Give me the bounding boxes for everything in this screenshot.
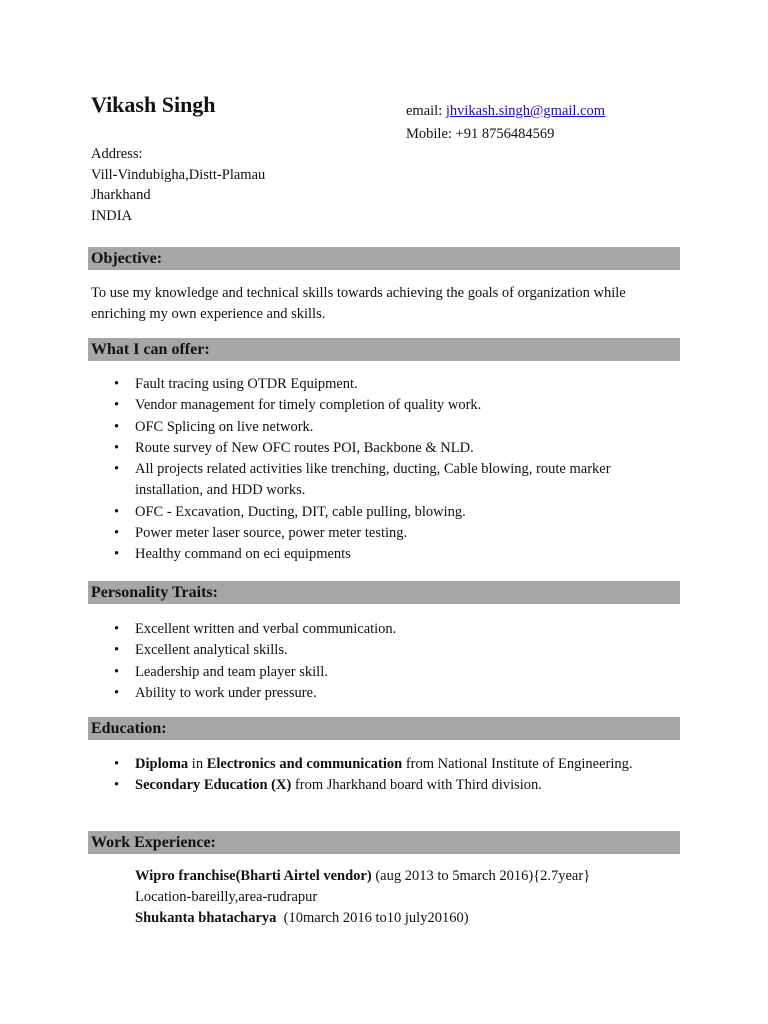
degree-name: Secondary Education (X): [135, 777, 292, 794]
degree-name: Diploma: [135, 756, 189, 772]
traits-list: [88, 619, 678, 704]
address-line-2: Jharkhand: [91, 187, 151, 203]
address-label: Address:: [91, 146, 143, 162]
job-2-title: Shukanta bhatacharya: [135, 910, 277, 926]
list-item: • Healthy command on eci equipments: [88, 544, 678, 565]
list-item: [88, 775, 678, 796]
list-item: • Route survey of New OFC routes POI, Backbone & NLD.: [88, 438, 678, 459]
education-heading: Education:: [88, 717, 680, 740]
candidate-name: Vikash Singh: [91, 92, 216, 117]
offer-list: [88, 374, 678, 566]
job-2-dates: (10march 2016 to10 july20160): [276, 910, 469, 926]
address-line-1: Vill-Vindubigha,Distt-Plamau: [91, 166, 266, 183]
education-list: [88, 754, 678, 797]
address-line-3: INDIA: [91, 207, 133, 224]
connector-text: in: [188, 756, 207, 772]
job-2: [135, 908, 590, 929]
list-item: • Excellent written and verbal communication.: [88, 619, 678, 640]
list-item: • Ability to work under pressure.: [88, 683, 678, 704]
list-item: • Leadership and team player skill.: [88, 662, 678, 683]
job-1-dates: (aug 2013 to 5march 2016){2.7year}: [371, 868, 591, 884]
list-item: • All projects related activities like trenching, ducting, Cable blowing, route marker installation, and HDD works.: [88, 459, 678, 502]
email-link[interactable]: jhvikash.singh@gmail.com: [445, 103, 606, 119]
list-item: • OFC Splicing on live network.: [88, 417, 678, 438]
mobile-line: Mobile: +91 8756484569: [406, 126, 555, 142]
list-item: [88, 754, 678, 775]
objective-heading: Objective:: [88, 247, 680, 270]
offer-heading: What I can offer:: [88, 338, 680, 361]
job-1-location: Location-bareilly,area-rudrapur: [135, 889, 318, 905]
address-block: [91, 144, 265, 226]
email-line: [406, 100, 605, 123]
list-item: • OFC - Excavation, Ducting, DIT, cable pulling, blowing.: [88, 502, 678, 523]
job-1: [135, 866, 590, 887]
list-item: • Excellent analytical skills.: [88, 640, 678, 661]
list-item: • Power meter laser source, power meter testing.: [88, 523, 678, 544]
job-1-title: Wipro franchise(Bharti Airtel vendor): [135, 868, 372, 884]
board-text: from Jharkhand board with Third division.: [291, 777, 542, 794]
institution-text: from National Institute of Engineering.: [402, 756, 633, 772]
objective-text: To use my knowledge and technical skills towards achieving the goals of organization while enriching my own experience and skills.: [91, 285, 626, 322]
work-block: [135, 866, 590, 929]
email-label: email:: [406, 103, 446, 119]
traits-heading: Personality Traits:: [88, 581, 680, 604]
contact-block: [406, 100, 605, 146]
list-item: • Fault tracing using OTDR Equipment.: [88, 374, 678, 395]
work-heading: Work Experience:: [88, 831, 680, 854]
field-name: Electronics and communication: [206, 756, 403, 772]
list-item: • Vendor management for timely completion of quality work.: [88, 395, 678, 416]
